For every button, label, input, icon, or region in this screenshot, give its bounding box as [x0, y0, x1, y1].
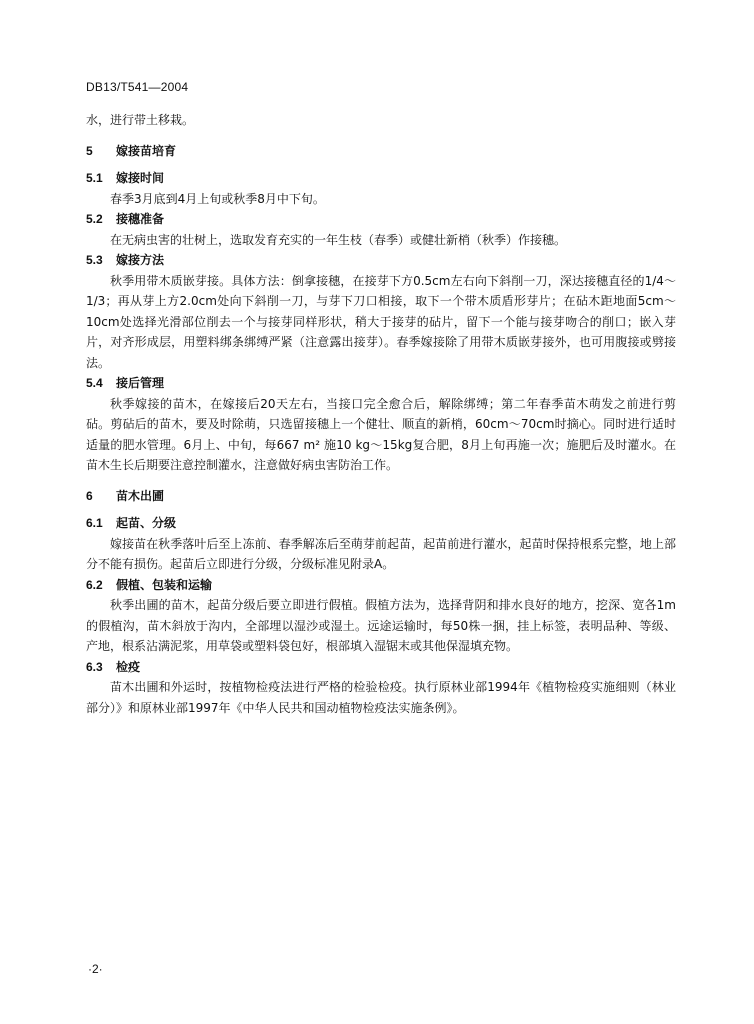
subsection-6-1-text: 嫁接苗在秋季落叶后至上冻前、春季解冻后至萌芽前起苗，起苗前进行灌水，起苗时保持根系完整，地上部分不能有损伤。起苗后立即进行分级，分级标准见附录A。	[86, 536, 676, 571]
subsection-5-2-text: 在无病虫害的壮树上，选取发育充实的一年生枝（春季）或健壮新梢（秋季）作接穗。	[110, 232, 567, 247]
subsection-title: 嫁接时间	[116, 171, 165, 185]
section-number: 6	[86, 488, 93, 503]
subsection-number: 5.2	[86, 212, 103, 226]
subsection-5-2-heading	[86, 209, 676, 230]
subsection-number: 5.4	[86, 376, 103, 390]
subsection-number: 6.2	[86, 577, 103, 592]
subsection-5-3-text: 秋季用带木质嵌芽接。具体方法：倒拿接穗，在接芽下方0.5cm左右向下斜削一刀，深达接穗直径的1/4～1/3；再从芽上方2.0cm处向下斜削一刀，与芽下刀口相接，取下一个带木质盾形芽片；在砧木距地面5cm～10cm处选择光滑部位削去一个与接芽同样形状，稍大于接芽的砧片，留下一个能与接芽吻合的削口；嵌入芽片，对齐形成层，用塑料绑条绑缚严紧（注意露出接芽）。春季嫁接除了用带木质嵌芽接外，也可用腹接或劈接法。	[86, 273, 676, 370]
subsection-title: 嫁接方法	[116, 253, 165, 267]
page-number: ·2·	[88, 962, 103, 976]
subsection-6-2-heading	[86, 575, 676, 596]
section-5-heading	[86, 141, 676, 162]
subsection-5-1-text: 春季3月底到4月上旬或秋季8月中下旬。	[110, 191, 325, 206]
section-title: 苗木出圃	[116, 488, 165, 503]
subsection-number: 6.3	[86, 659, 103, 674]
subsection-5-1-heading	[86, 168, 676, 189]
subsection-5-4-heading	[86, 373, 676, 394]
subsection-title: 假植、包装和运输	[116, 577, 213, 592]
subsection-number: 5.3	[86, 253, 103, 267]
section-6-heading	[86, 486, 676, 507]
document-id: DB13/T541—2004	[86, 80, 189, 94]
intro-paragraph: 水，进行带土移栽。	[86, 113, 195, 127]
subsection-number: 6.1	[86, 516, 103, 530]
subsection-title: 接后管理	[116, 376, 165, 390]
section-title: 嫁接苗培育	[116, 143, 177, 158]
document-body	[86, 110, 676, 718]
subsection-number: 5.1	[86, 171, 103, 185]
subsection-title: 检疫	[116, 659, 141, 674]
subsection-6-1-heading	[86, 513, 676, 534]
subsection-6-2-text: 秋季出圃的苗木，起苗分级后要立即进行假植。假植方法为，选择背阴和排水良好的地方，挖深、宽各1m的假植沟，苗木斜放于沟内，全部埋以湿沙或湿土。远途运输时，每50株一捆，挂上标签，表明品种、等级、产地，根系沾满泥浆，用草袋或塑料袋包好，根部填入湿锯末或其他保湿填充物。	[86, 598, 676, 653]
subsection-6-3-text: 苗木出圃和外运时，按植物检疫法进行严格的检验检疫。执行原林业部1994年《植物检疫实施细则（林业部分）》和原林业部1997年《中华人民共和国动植物检疫法实施条例》。	[86, 680, 676, 715]
subsection-6-3-heading	[86, 657, 676, 678]
section-number: 5	[86, 143, 93, 158]
subsection-title: 起苗、分级	[116, 516, 177, 530]
subsection-5-3-heading	[86, 250, 676, 271]
subsection-5-4-text: 秋季嫁接的苗木，在嫁接后20天左右，当接口完全愈合后，解除绑缚；第二年春季苗木萌发之前进行剪砧。剪砧后的苗木，要及时除萌，只选留接穗上一个健壮、顺直的新梢，60cm～70cm时摘心。同时进行适时适量的肥水管理。6月上、中旬，每667 m² 施10 kg～15kg复合肥，8月上旬再施一次；施肥后及时灌水。在苗木生长后期要注意控制灌水，注意做好病虫害防治工作。	[86, 396, 676, 472]
subsection-title: 接穗准备	[116, 212, 165, 226]
